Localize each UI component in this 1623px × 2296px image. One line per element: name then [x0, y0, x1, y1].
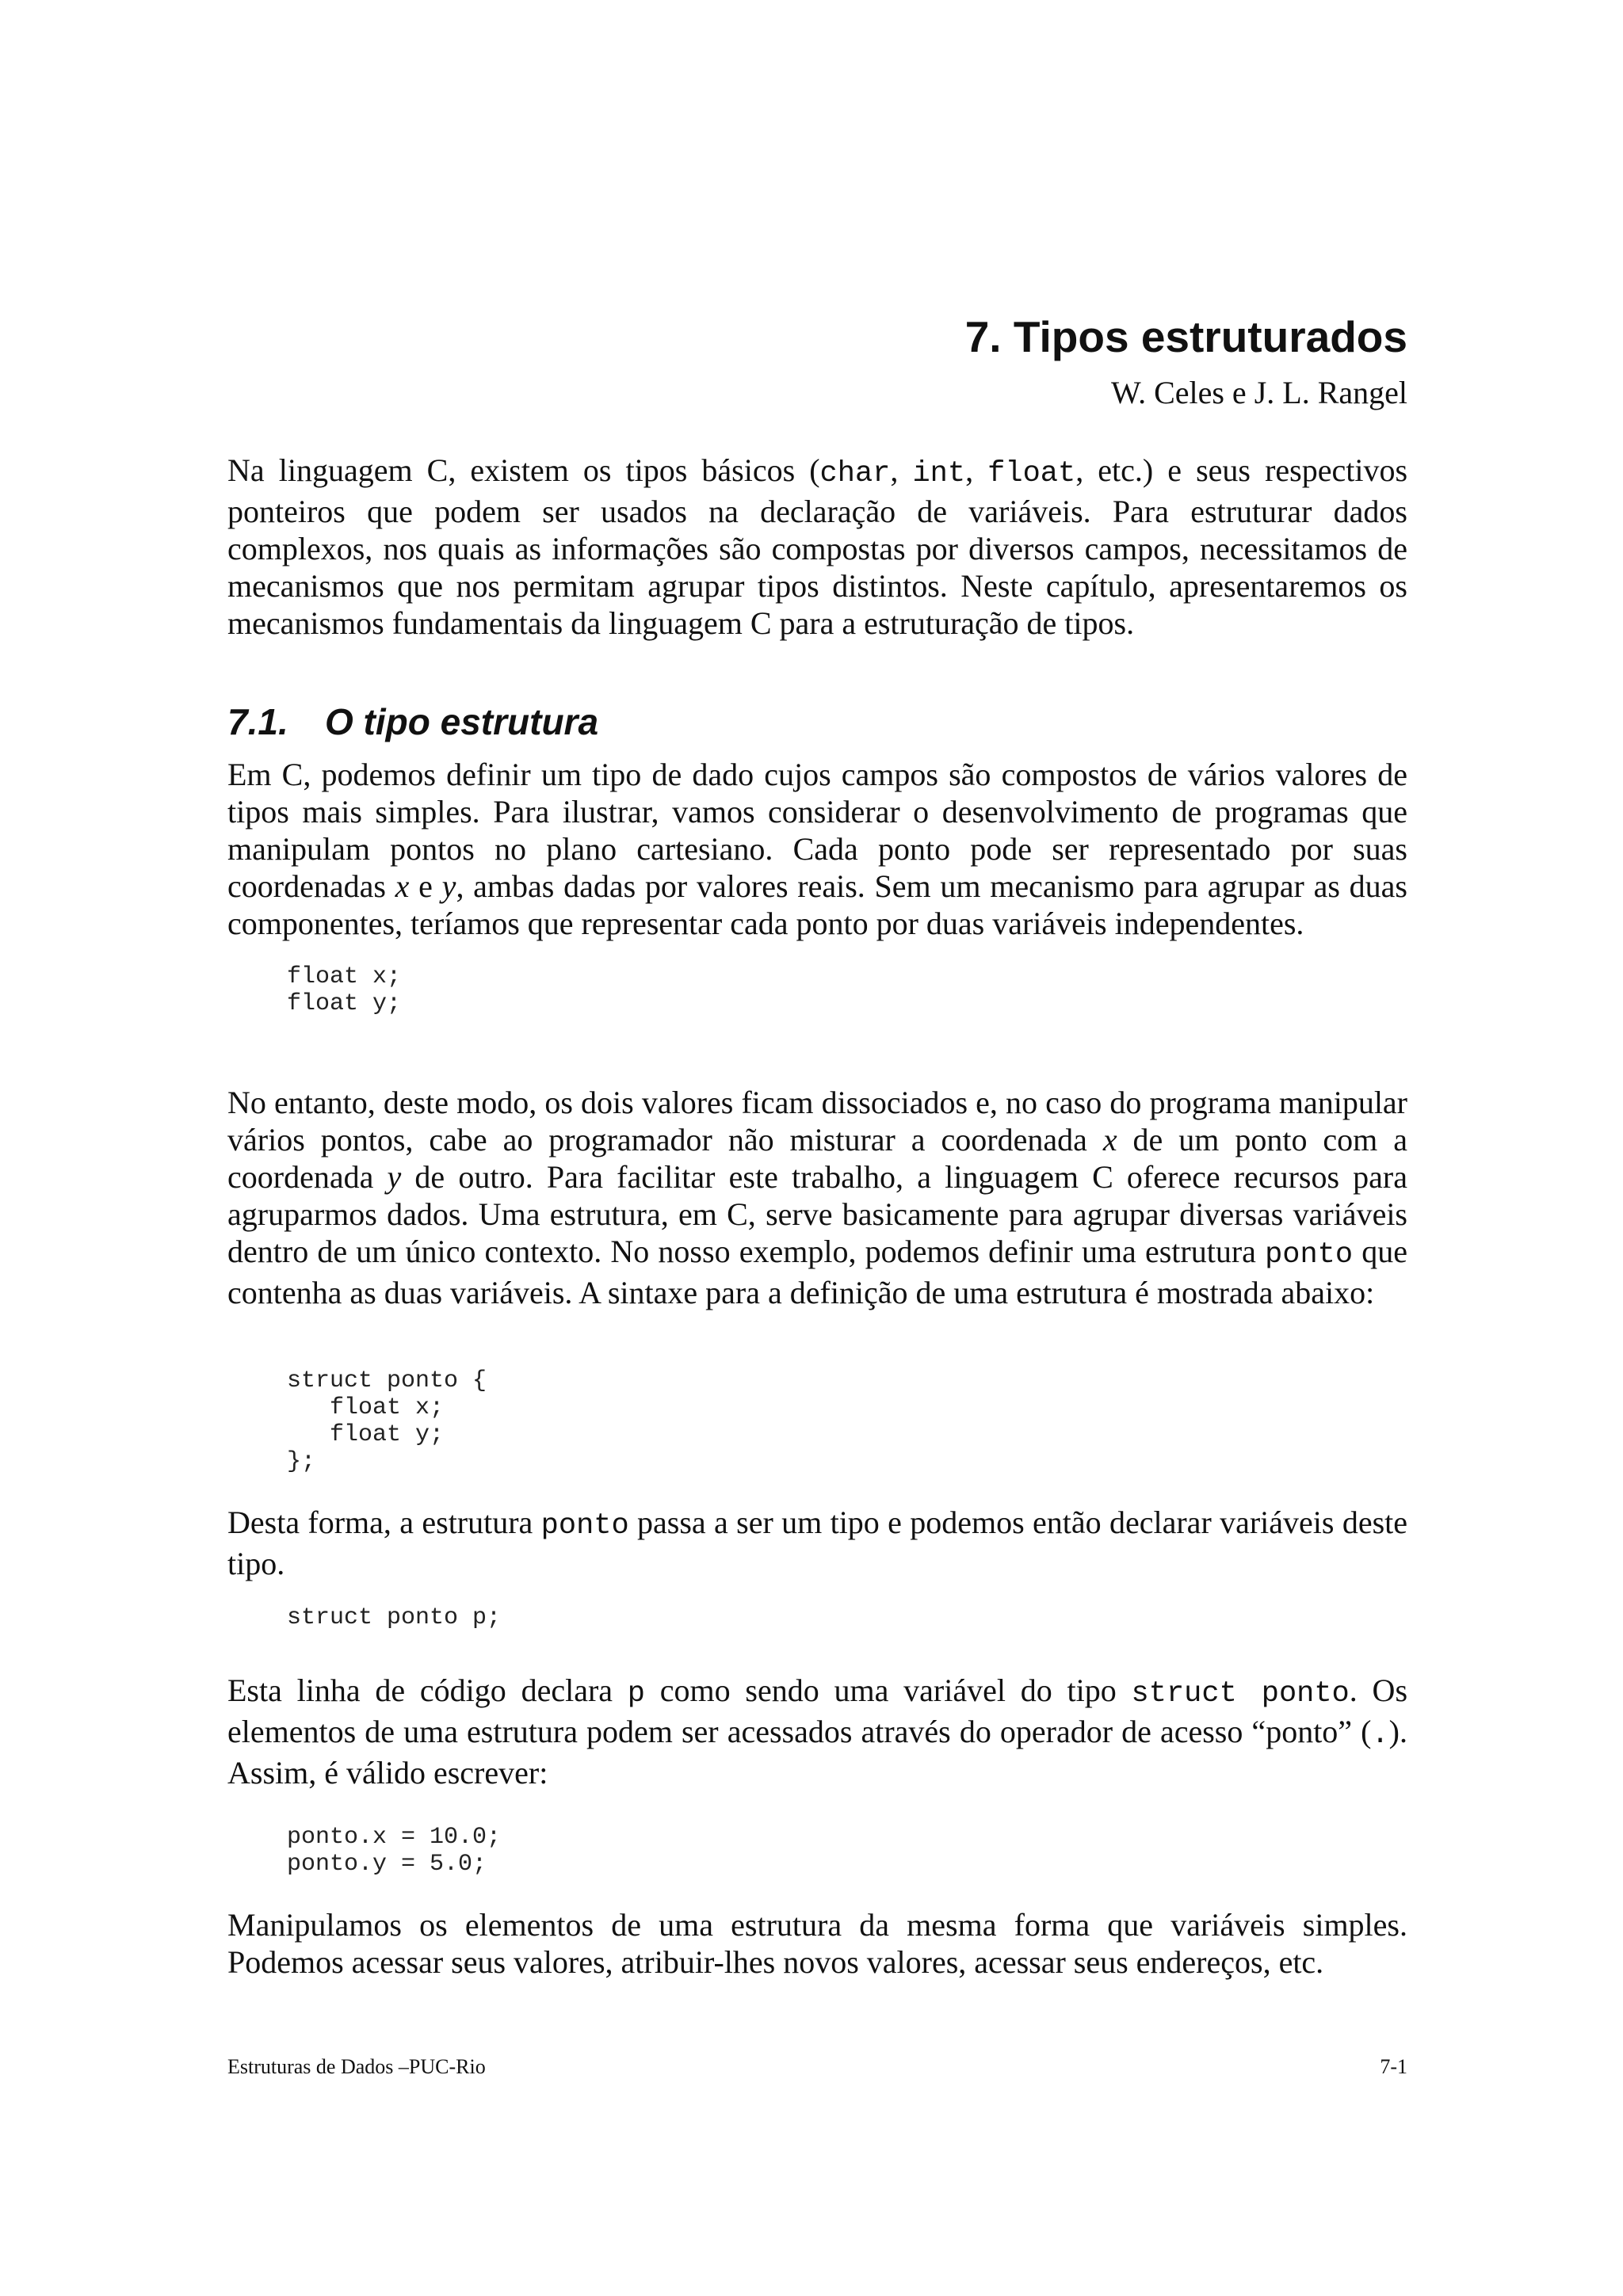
paragraph-1: Em C, podemos definir um tipo de dado cujos campos são compostos de vários valores de tipos mais simples. Para ilustrar, vamos considerar o desenvolvimento de programas que manipulam pontos no plano cartesiano. Cada ponto pode ser representado por suas coordenadas x e y, ambas dadas por valores reais. Sem um mecanismo para agrupar as duas componentes, teríamos que representar cada ponto por duas variáveis independentes. [227, 757, 1407, 941]
footer-title: Estruturas de Dados –PUC-Rio [227, 2055, 486, 2078]
code-char: char [819, 457, 891, 490]
section-number: 7.1. [227, 701, 288, 742]
code-block-float-vars: float x; float y; [287, 963, 402, 1017]
chapter-title: 7. Tipos estruturados [964, 312, 1407, 361]
code-block-assignment: ponto.x = 10.0; ponto.y = 5.0; [287, 1824, 502, 1878]
code-ponto: ponto [1265, 1238, 1354, 1272]
intro-paragraph: Na linguagem C, existem os tipos básicos (char, int, float, etc.) e seus respectivos ponteiros que podem ser usados na declaração de variáveis. Para estruturar dados complexos, nos quais as informações são compostas por diversos campos, necessitamos de mecanismos que nos permitam agrupar tipos distintos. Neste capítulo, apresentaremos os mecanismos fundamentais da linguagem C para a estruturação de tipos. [227, 452, 1408, 641]
paragraph-5: Manipulamos os elementos de uma estrutura da mesma forma que variáveis simples. Podemos acessar seus valores, atribuir-lhes novos valores, acessar seus endereços, etc. [227, 1907, 1407, 1980]
paragraph-3: Desta forma, a estrutura ponto passa a ser um tipo e podemos então declarar variáveis deste tipo. [227, 1505, 1408, 1581]
code-float: float [987, 457, 1076, 490]
section-title: O tipo estrutura [325, 701, 599, 742]
paragraph-2: No entanto, deste modo, os dois valores ficam dissociados e, no caso do programa manipular vários pontos, cabe ao programador não misturar a coordenada x de um ponto com a coordenada y de outro. Para facilitar este trabalho, a linguagem C oferece recursos para agruparmos dados. Uma estrutura, em C, serve basicamente para agrupar diversas variáveis dentro de um único contexto. No nosso exemplo, podemos definir uma estrutura ponto que contenha as duas variáveis. A sintaxe para a definição de uma estrutura é mostrada abaixo: [227, 1085, 1408, 1310]
code-dot-operator: . [1371, 1718, 1389, 1752]
chapter-authors: W. Celes e J. L. Rangel [1110, 375, 1407, 410]
code-ponto: ponto [540, 1509, 629, 1543]
section-heading [227, 701, 599, 742]
code-int: int [912, 457, 966, 490]
code-block-struct-declaration: struct ponto p; [287, 1604, 502, 1631]
page-number: 7-1 [1380, 2055, 1407, 2078]
code-struct-ponto: struct ponto [1131, 1677, 1350, 1711]
code-p: p [627, 1677, 646, 1711]
paragraph-4: Esta linha de código declara p como sendo uma variável do tipo struct ponto. Os elementos de uma estrutura podem ser acessados através do operador de acesso “ponto” (.). Assim, é válido escrever: [227, 1672, 1408, 1791]
code-block-struct-definition: struct ponto { float x; float y; }; [287, 1367, 487, 1475]
